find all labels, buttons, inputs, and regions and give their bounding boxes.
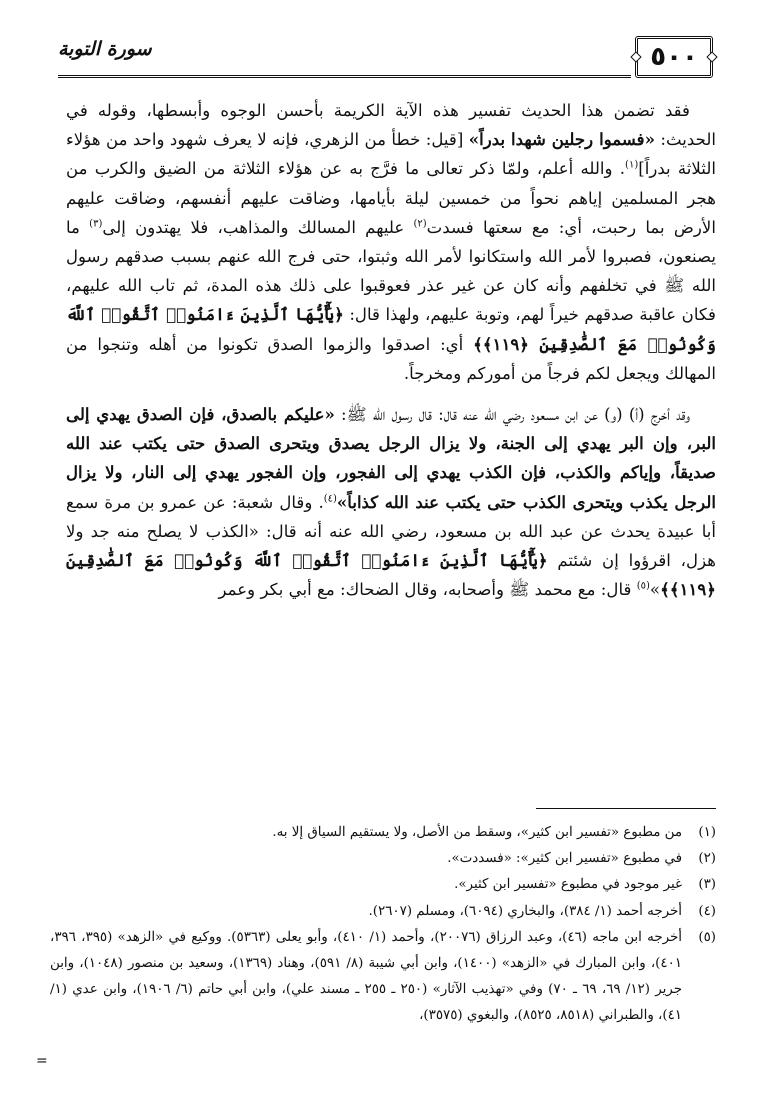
text-segment: أي: اصدقوا والزموا الصدق تكونوا من أهله وتنجوا من المهالك ويجعل لكم فرجاً من أموركم ومخرجاً. <box>66 334 716 383</box>
text-segment: » <box>649 580 661 600</box>
text-segment: قال: مع محمد ﷺ وأصحابه، وقال الضحاك: مع أبي بكر وعمر <box>218 580 637 600</box>
footnote-reference: (١) <box>625 159 639 171</box>
footnote <box>50 872 716 898</box>
footnote-reference: (٣) <box>89 218 103 230</box>
surah-title: سورة التوبة <box>58 38 152 60</box>
footnote-number: (١) <box>698 825 716 840</box>
footnotes-list <box>50 820 716 1030</box>
bold-quotation: «عليكم بالصدق، فإن الصدق يهدي إلى البر، وإن البر يهدي إلى الجنة، ولا يزال الرجل يصدق ويتحرى الصدق حتى يكتب عند الله صديقاً، وإياكم والكذب، فإن الكذب يهدي إلى الفجور، وإن الفجور يهدي إلى النار، ولا يزال الرجل يكذب ويتحرى الكذب حتى يكتب عند الله كذاباً» <box>66 404 716 512</box>
page-header <box>58 30 713 82</box>
text-segment: . والله أعلم، ولمّا ذكر تعالى ما فرَّج به عن هؤلاء الثلاثة من الضيق والكرب من هجر المسلمين إياهم نحواً من خمسين ليلة بأيامها، وضاقت عليهم أنفسهم، وضاقت عليهم الأرض بما رحبت، أي: مع سعتها فسدت <box>66 159 716 237</box>
footnote-reference: (٤) <box>323 493 337 505</box>
main-text <box>66 96 716 604</box>
text-segment: عليهم المسالك والمذاهب، فلا يهتدون إلى <box>102 217 414 237</box>
page-number: ٥٠٠ <box>650 42 698 72</box>
text-segment: ما يصنعون، فصبروا لأمر الله واستكانوا لأمر الله وثبتوا، حتى فرج الله عنهم بسبب صدقهم رسول الله ﷺ في تخلفهم وأنه كان عن غير عذر فعوقبوا على ذلك هذه المدة، ثم تاب الله عليهم، فكان عاقبة صدقهم خيراً لهم، وتوبة عليهم، ولهذا قال: <box>66 217 716 325</box>
bold-quotation: ﴿يَٰٓأَيُّهَا ٱلَّذِينَ ءَامَنُوا۟ ٱتَّقُوا۟ ٱللَّهَ وَكُونُوا۟ مَعَ ٱلصَّٰدِقِينَ ﴿١١٩﴾﴾ <box>66 550 716 600</box>
footnote <box>50 925 716 1030</box>
page-number-frame <box>635 36 713 78</box>
footnote-text: أخرجه أحمد (١/ ٣٨٤)، والبخاري (٦٠٩٤)، ومسلم (٢٦٠٧). <box>368 903 682 919</box>
footnote-reference: (٥) <box>636 580 650 592</box>
paragraph <box>66 96 716 388</box>
footnote-text: غير موجود في مطبوع «تفسير ابن كثير». <box>454 877 682 893</box>
footnote <box>50 846 716 872</box>
footnote <box>50 820 716 846</box>
text-segment: وقد أخرج (أ) (و) عن ابن مسعود رضي الله عنه قال: قال رسول الله ﷺ: <box>334 405 690 425</box>
footnote <box>50 899 716 925</box>
text-segment: فقد تضمن هذا الحديث تفسير هذه الآية الكريمة بأحسن الوجوه وأبسطها، وقوله في الحديث: <box>66 101 716 150</box>
text-segment: . وقال شعبة: عن عمرو بن مرة سمع أبا عبيدة يحدث عن عبد الله بن مسعود، رضي الله عنه أنه قال: «الكذب لا يصلح منه جد ولا هزل، اقرؤوا إن شئتم <box>66 492 716 571</box>
bold-quotation: ﴿يَٰٓأَيُّهَا ٱلَّذِينَ ءَامَنُوا۟ ٱتَّقُوا۟ ٱللَّهَ وَكُونُوا۟ مَعَ ٱلصَّٰدِقِينَ ﴿١١٩﴾﴾ <box>66 304 716 354</box>
footnote-number: (٥) <box>698 929 716 945</box>
footnote-number: (٤) <box>698 903 716 919</box>
footnote-number: (٢) <box>698 851 716 867</box>
header-divider <box>58 75 631 78</box>
text-segment: [قيل: خطأ من الزهري، فإنه لا يعرف شهود واحد من هؤلاء الثلاثة بدراً] <box>66 130 716 179</box>
paragraph <box>66 400 716 604</box>
footnote-text: في مطبوع «تفسير ابن كثير»: «فسددت». <box>447 851 682 867</box>
continuation-mark: = <box>36 1053 48 1069</box>
footnote-number: (٣) <box>698 877 716 893</box>
footnote-reference: (٢) <box>413 218 427 230</box>
footnote-text: من مطبوع «تفسير ابن كثير»، وسقط من الأصل، ولا يستقيم السياق إلا به. <box>272 825 682 840</box>
footnote-divider <box>536 808 716 809</box>
footnote-text: أخرجه ابن ماجه (٤٦)، وعبد الرزاق (٢٠٠٧٦)، وأحمد (١/ ٤١٠)، وأبو يعلى (٥٣٦٣). ووكيع في «الزهد» (٣٩٥، ٣٩٦، ٤٠١)، وابن المبارك في «الزهد» (١٤٠٠)، وابن أبي شيبة (٨/ ٥٩١)، وهناد (١٣٦٩)، وسعيد بن منصور (١٠٤٨)، وابن جرير (١٢/ ٦٩، ٦٩ ـ ٧٠) وفي «تهذيب الآثار» (٢٥٠ ـ ٢٥٥ ـ مسند علي)، وابن أبي حاتم (٦/ ١٩٠٦)، وابن عدي (١/ ٤١)، والطبراني (٨٥١٨، ٨٥٢٥)، والبغوي (٣٥٧٥)، <box>50 929 682 1024</box>
bold-quotation: «فسموا رجلين شهدا بدراً» <box>468 129 655 150</box>
